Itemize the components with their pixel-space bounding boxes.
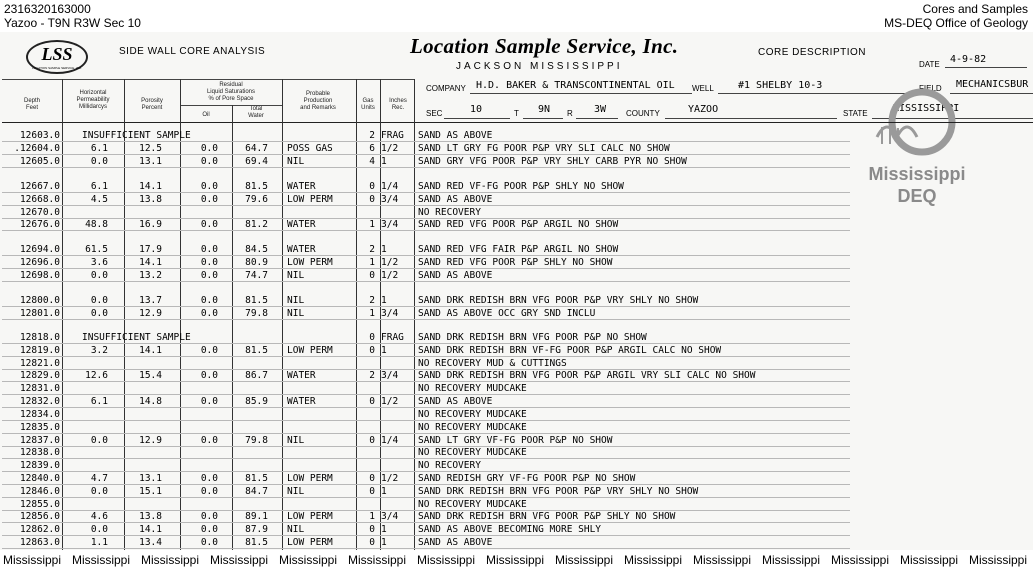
- cell-rec: 1: [381, 486, 387, 497]
- company-city: JACKSON MISSISSIPPI: [456, 61, 623, 72]
- cell-gas: 2: [369, 370, 375, 381]
- cell-water: 81.5: [245, 345, 268, 356]
- cell-rec: 3/4: [381, 370, 399, 381]
- cell-depth: 12676.0: [19, 219, 60, 230]
- cell-oil: 0.0: [200, 473, 218, 484]
- cell-water: 81.5: [245, 181, 268, 192]
- cell-desc: SAND DRK REDISH BRN VF-FG POOR P&P ARGIL CALC NO SHOW: [418, 345, 722, 356]
- cell-por: 13.2: [139, 270, 162, 281]
- well-label: WELL: [692, 84, 714, 93]
- cell-gas: 1: [369, 219, 375, 230]
- cell-desc: SAND DRK REDISH BRN VFG POOR P&P SHLY NO SHOW: [418, 511, 676, 522]
- cell-gas: 1: [369, 511, 375, 522]
- cell-depth: 12605.0: [19, 156, 60, 167]
- cell-perm: 6.1: [90, 396, 108, 407]
- cell-rec: 1/2: [381, 143, 399, 154]
- cell-prod: WATER: [287, 396, 316, 407]
- cell-rec: FRAG: [381, 332, 404, 343]
- cell-desc: NO RECOVERY: [418, 460, 481, 471]
- cell-perm: INSUFFICIENT SAMPLE: [82, 130, 191, 141]
- cell-prod: NIL: [287, 295, 305, 306]
- county-value: YAZOO: [688, 104, 719, 115]
- range-value: 3W: [594, 104, 607, 115]
- cell-perm: INSUFFICIENT SAMPLE: [82, 332, 191, 343]
- cell-prod: NIL: [287, 270, 305, 281]
- cell-por: 13.1: [139, 156, 162, 167]
- footer-word: Mississippi: [210, 553, 269, 567]
- range-label: R: [567, 109, 573, 118]
- cell-desc: SAND DRK REDISH BRN VFG POOR P&P NO SHOW: [418, 332, 647, 343]
- cell-perm: 48.8: [85, 219, 108, 230]
- footer-word: Mississippi: [348, 553, 407, 567]
- footer-word: Mississippi: [486, 553, 545, 567]
- cell-rec: 1: [381, 537, 387, 548]
- col-inches: Inches Rec.: [389, 98, 407, 111]
- cell-por: 17.9: [139, 244, 162, 255]
- cell-prod: LOW PERM: [287, 473, 333, 484]
- field-value: MECHANICSBUR: [956, 79, 1029, 90]
- cell-gas: 0: [369, 473, 375, 484]
- cell-gas: 0: [369, 524, 375, 535]
- scan-header-right: [884, 2, 1028, 30]
- cell-depth: 12838.0: [19, 447, 60, 458]
- footer-word: Mississippi: [900, 553, 959, 567]
- cell-gas: 0: [369, 345, 375, 356]
- cell-desc: SAND AS ABOVE: [418, 396, 493, 407]
- document-title: SIDE WALL CORE ANALYSIS: [119, 46, 266, 57]
- footer-word: Mississippi: [3, 553, 62, 567]
- cell-desc: SAND AS ABOVE OCC GRY SND INCLU: [418, 308, 596, 319]
- cell-oil: 0.0: [200, 244, 218, 255]
- state-value: MISSISSIPPI: [893, 103, 960, 114]
- cell-water: 84.5: [245, 244, 268, 255]
- cell-water: 85.9: [245, 396, 268, 407]
- cell-rec: 1: [381, 345, 387, 356]
- cell-prod: LOW PERM: [287, 194, 333, 205]
- cell-depth: 12821.0: [19, 358, 60, 369]
- cell-rec: 3/4: [381, 194, 399, 205]
- cell-gas: 2: [369, 130, 375, 141]
- cell-depth: 12670.0: [19, 207, 60, 218]
- cell-rec: 1: [381, 295, 387, 306]
- cell-depth: 12839.0: [19, 460, 60, 471]
- cell-perm: 61.5: [85, 244, 108, 255]
- cell-oil: 0.0: [200, 270, 218, 281]
- cell-depth: 12832.0: [19, 396, 60, 407]
- cell-gas: 0: [369, 435, 375, 446]
- cell-gas: 0: [369, 486, 375, 497]
- cell-rec: FRAG: [381, 130, 404, 141]
- cell-prod: WATER: [287, 219, 316, 230]
- cell-rec: 1: [381, 156, 387, 167]
- cell-water: 87.9: [245, 524, 268, 535]
- cell-depth: 12856.0: [19, 511, 60, 522]
- cell-desc: NO RECOVERY MUD & CUTTINGS: [418, 358, 567, 369]
- cell-prod: LOW PERM: [287, 257, 333, 268]
- cell-oil: 0.0: [200, 143, 218, 154]
- well-value: #1 SHELBY 10-3: [738, 80, 823, 91]
- col-oil: Oil: [202, 112, 210, 118]
- lss-logo: LSS LOCATION SAMPLE SERVICE, INC.: [26, 40, 88, 74]
- cell-prod: WATER: [287, 244, 316, 255]
- cell-por: 13.8: [139, 194, 162, 205]
- cell-depth: 12819.0: [19, 345, 60, 356]
- cell-desc: SAND AS ABOVE BECOMING MORE SHLY: [418, 524, 602, 535]
- cell-desc: SAND RED VFG POOR P&P ARGIL NO SHOW: [418, 219, 619, 230]
- cell-desc: SAND LT GRY VF-FG POOR P&P NO SHOW: [418, 435, 613, 446]
- cell-water: 79.6: [245, 194, 268, 205]
- cell-oil: 0.0: [200, 524, 218, 535]
- cell-depth: 12696.0: [19, 257, 60, 268]
- core-description-title: CORE DESCRIPTION: [758, 47, 867, 58]
- col-production: Probable Production and Remarks: [300, 91, 336, 111]
- cell-perm: 0.0: [90, 486, 108, 497]
- cell-water: 81.2: [245, 219, 268, 230]
- cell-desc: SAND AS ABOVE: [418, 130, 493, 141]
- cell-rec: 1/4: [381, 181, 399, 192]
- cell-por: 13.1: [139, 473, 162, 484]
- cell-water: 81.5: [245, 537, 268, 548]
- scan-header-left: [4, 2, 141, 30]
- cell-depth: 12694.0: [19, 244, 60, 255]
- cell-prod: NIL: [287, 524, 305, 535]
- cell-gas: 6: [369, 143, 375, 154]
- date-value: 4-9-82: [950, 54, 987, 65]
- cell-oil: 0.0: [200, 486, 218, 497]
- cell-perm: 6.1: [90, 181, 108, 192]
- cell-prod: NIL: [287, 156, 305, 167]
- cell-depth: 12846.0: [19, 486, 60, 497]
- cell-water: 80.9: [245, 257, 268, 268]
- cell-gas: 0: [369, 181, 375, 192]
- footer-word: Mississippi: [624, 553, 683, 567]
- col-porosity: Porosity Percent: [141, 98, 163, 111]
- cell-oil: 0.0: [200, 537, 218, 548]
- footer-word: Mississippi: [693, 553, 752, 567]
- cell-desc: SAND LT GRY FG POOR P&P VRY SLI CALC NO SHOW: [418, 143, 670, 154]
- footer-watermark: [0, 551, 1033, 567]
- footer-word: Mississippi: [762, 553, 821, 567]
- cell-oil: 0.0: [200, 511, 218, 522]
- cell-prod: LOW PERM: [287, 537, 333, 548]
- state-label: STATE: [843, 109, 868, 118]
- watermark-agency: DEQ: [897, 186, 937, 206]
- cell-water: 89.1: [245, 511, 268, 522]
- company-label: COMPANY: [426, 84, 466, 93]
- col-water: Total Water: [248, 106, 264, 119]
- cell-depth: 12667.0: [19, 181, 60, 192]
- cell-oil: 0.0: [200, 295, 218, 306]
- cell-prod: LOW PERM: [287, 345, 333, 356]
- cell-rec: 1: [381, 244, 387, 255]
- cell-water: 69.4: [245, 156, 268, 167]
- cell-water: 81.5: [245, 295, 268, 306]
- cell-oil: 0.0: [200, 181, 218, 192]
- cell-rec: 3/4: [381, 511, 399, 522]
- cell-rec: 1: [381, 524, 387, 535]
- cell-water: 79.8: [245, 435, 268, 446]
- footer-word: Mississippi: [279, 553, 338, 567]
- cell-por: 13.4: [139, 537, 162, 548]
- cell-depth: 12834.0: [19, 409, 60, 420]
- cell-por: 12.9: [139, 308, 162, 319]
- cell-desc: SAND RED VF-FG POOR P&P SHLY NO SHOW: [418, 181, 624, 192]
- api-number: 2316320163000: [4, 2, 91, 16]
- sec-value: 10: [470, 104, 483, 115]
- sec-label: SEC: [426, 109, 443, 118]
- cell-oil: 0.0: [200, 194, 218, 205]
- cell-water: 81.5: [245, 473, 268, 484]
- cell-depth: 12829.0: [19, 370, 60, 381]
- cell-depth: 12855.0: [19, 499, 60, 510]
- cell-desc: SAND DRK REDISH BRN VFG POOR P&P VRY SHLY NO SHOW: [418, 486, 699, 497]
- cell-rec: 1/2: [381, 396, 399, 407]
- footer-word: Mississippi: [831, 553, 890, 567]
- cell-gas: 4: [369, 156, 375, 167]
- cell-rec: 1/2: [381, 473, 399, 484]
- cell-gas: 2: [369, 295, 375, 306]
- cell-desc: NO RECOVERY MUDCAKE: [418, 409, 527, 420]
- cell-perm: 0.0: [90, 524, 108, 535]
- cell-perm: 12.6: [85, 370, 108, 381]
- township-value: 9N: [538, 104, 551, 115]
- cell-oil: 0.0: [200, 308, 218, 319]
- footer-word: Mississippi: [417, 553, 476, 567]
- cell-gas: 1: [369, 257, 375, 268]
- date-label: DATE: [919, 60, 940, 69]
- cell-por: 14.1: [139, 345, 162, 356]
- county-label: COUNTY: [626, 109, 660, 118]
- cell-depth: 12603.0: [19, 130, 60, 141]
- cell-water: 64.7: [245, 143, 268, 154]
- cell-desc: SAND AS ABOVE: [418, 537, 493, 548]
- scanned-sheet: [0, 32, 1033, 550]
- cell-rec: 3/4: [381, 308, 399, 319]
- cell-perm: 0.0: [90, 156, 108, 167]
- location-label: Yazoo - T9N R3W Sec 10: [4, 16, 141, 30]
- cell-oil: 0.0: [200, 435, 218, 446]
- cell-prod: NIL: [287, 435, 305, 446]
- cell-gas: 1: [369, 308, 375, 319]
- cell-depth: 12800.0: [19, 295, 60, 306]
- cell-perm: 0.0: [90, 435, 108, 446]
- footer-word: Mississippi: [969, 553, 1028, 567]
- cell-por: 13.8: [139, 511, 162, 522]
- cell-por: 14.1: [139, 524, 162, 535]
- col-permeability: Horizontal Permeability Millidarcys: [76, 90, 110, 110]
- cell-perm: 3.6: [90, 257, 108, 268]
- cell-por: 15.4: [139, 370, 162, 381]
- cell-depth: 12837.0: [19, 435, 60, 446]
- cell-oil: 0.0: [200, 370, 218, 381]
- cell-depth: 12840.0: [19, 473, 60, 484]
- cell-desc: NO RECOVERY MUDCAKE: [418, 422, 527, 433]
- cell-prod: WATER: [287, 370, 316, 381]
- cell-desc: SAND GRY VFG POOR P&P VRY SHLY CARB PYR NO SHOW: [418, 156, 687, 167]
- watermark-state: Mississippi: [868, 164, 966, 184]
- cell-depth: 12831.0: [19, 383, 60, 394]
- col-residual: Residual Liquid Saturations % of Pore Space: [206, 82, 256, 102]
- cell-water: 84.7: [245, 486, 268, 497]
- cell-depth: .12604.0: [14, 143, 60, 154]
- cell-por: 14.8: [139, 396, 162, 407]
- cell-por: 14.1: [139, 181, 162, 192]
- footer-word: Mississippi: [72, 553, 131, 567]
- cell-depth: 12698.0: [19, 270, 60, 281]
- cell-depth: 12863.0: [19, 537, 60, 548]
- cell-depth: 12668.0: [19, 194, 60, 205]
- cell-oil: 0.0: [200, 345, 218, 356]
- cell-perm: 4.5: [90, 194, 108, 205]
- office-label: MS-DEQ Office of Geology: [884, 16, 1028, 30]
- cell-gas: 0: [369, 396, 375, 407]
- cell-prod: WATER: [287, 181, 316, 192]
- cell-prod: NIL: [287, 308, 305, 319]
- cell-depth: 12862.0: [19, 524, 60, 535]
- cell-prod: NIL: [287, 486, 305, 497]
- cell-water: 86.7: [245, 370, 268, 381]
- cell-oil: 0.0: [200, 156, 218, 167]
- cell-desc: SAND AS ABOVE: [418, 194, 493, 205]
- footer-word: Mississippi: [141, 553, 200, 567]
- field-label: FIELD: [919, 84, 942, 93]
- cell-desc: NO RECOVERY MUDCAKE: [418, 447, 527, 458]
- cell-gas: 0: [369, 194, 375, 205]
- cell-depth: 12818.0: [19, 332, 60, 343]
- cell-por: 16.9: [139, 219, 162, 230]
- cell-perm: 1.1: [90, 537, 108, 548]
- cell-gas: 2: [369, 244, 375, 255]
- company-name: Location Sample Service, Inc.: [410, 34, 679, 58]
- cell-desc: SAND RED VFG FAIR P&P ARGIL NO SHOW: [418, 244, 619, 255]
- cell-perm: 4.6: [90, 511, 108, 522]
- cell-depth: 12801.0: [19, 308, 60, 319]
- cell-oil: 0.0: [200, 219, 218, 230]
- cell-perm: 6.1: [90, 143, 108, 154]
- cell-rec: 1/4: [381, 435, 399, 446]
- cell-rec: 1/2: [381, 257, 399, 268]
- cell-oil: 0.0: [200, 257, 218, 268]
- cell-desc: SAND AS ABOVE: [418, 270, 493, 281]
- cell-desc: SAND DRK REDISH BRN VFG POOR P&P ARGIL VRY SLI CALC NO SHOW: [418, 370, 756, 381]
- cell-desc: SAND REDISH GRY VF-FG POOR P&P NO SHOW: [418, 473, 636, 484]
- cell-gas: 0: [369, 270, 375, 281]
- cell-perm: 0.0: [90, 308, 108, 319]
- cell-por: 13.7: [139, 295, 162, 306]
- cell-prod: LOW PERM: [287, 511, 333, 522]
- cell-por: 12.5: [139, 143, 162, 154]
- cell-depth: 12835.0: [19, 422, 60, 433]
- col-gas: Gas Units: [361, 98, 375, 111]
- cell-rec: 3/4: [381, 219, 399, 230]
- cell-por: 12.9: [139, 435, 162, 446]
- col-depth: Depth Feet: [23, 98, 40, 111]
- cell-desc: SAND DRK REDISH BRN VFG POOR P&P VRY SHLY NO SHOW: [418, 295, 699, 306]
- collection-label: Cores and Samples: [922, 2, 1028, 16]
- cell-desc: SAND RED VFG POOR P&P SHLY NO SHOW: [418, 257, 613, 268]
- cell-perm: 3.2: [90, 345, 108, 356]
- township-label: T: [514, 109, 519, 118]
- footer-word: Mississippi: [555, 553, 614, 567]
- cell-perm: 0.0: [90, 295, 108, 306]
- cell-perm: 0.0: [90, 270, 108, 281]
- cell-desc: NO RECOVERY: [418, 207, 481, 218]
- cell-desc: NO RECOVERY MUDCAKE: [418, 383, 527, 394]
- cell-prod: POSS GAS: [287, 143, 333, 154]
- cell-water: 74.7: [245, 270, 268, 281]
- cell-por: 14.1: [139, 257, 162, 268]
- cell-gas: 0: [369, 332, 375, 343]
- cell-por: 15.1: [139, 486, 162, 497]
- cell-oil: 0.0: [200, 396, 218, 407]
- cell-rec: 1/2: [381, 270, 399, 281]
- cell-perm: 4.7: [90, 473, 108, 484]
- cell-gas: 0: [369, 537, 375, 548]
- cell-water: 79.8: [245, 308, 268, 319]
- company-value: H.D. BAKER & TRANSCONTINENTAL OIL: [476, 80, 675, 91]
- cell-desc: NO RECOVERY MUDCAKE: [418, 499, 527, 510]
